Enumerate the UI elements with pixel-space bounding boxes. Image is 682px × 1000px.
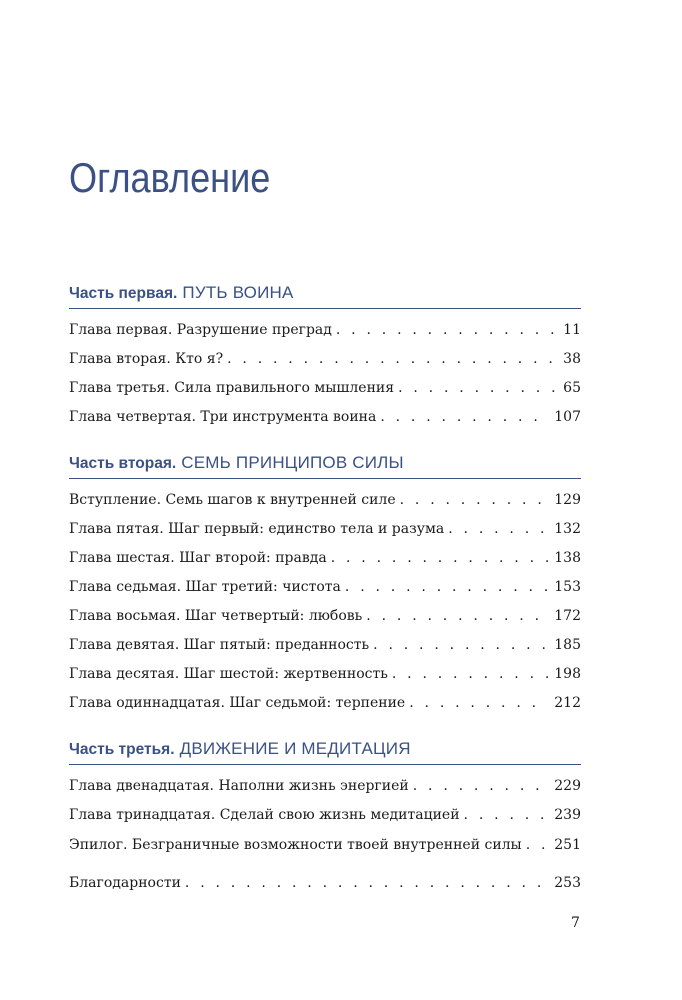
entry-title: Глава вторая. Кто я? xyxy=(69,351,224,367)
entry-title: Вступление. Семь шагов к внутренней силе xyxy=(69,492,396,508)
toc-entry[interactable] xyxy=(69,801,581,830)
page-title: Оглавление xyxy=(69,154,271,201)
entry-page-number: 38 xyxy=(563,351,581,367)
toc-part-2 xyxy=(69,451,581,718)
entry-page-number: 132 xyxy=(554,521,581,537)
dot-leader xyxy=(380,403,548,432)
toc-entry[interactable] xyxy=(69,772,581,801)
toc-entry-acknowledgements[interactable] xyxy=(69,869,581,898)
part-title: ПУТЬ ВОИНА xyxy=(182,283,294,302)
dot-leader xyxy=(227,345,557,374)
toc-entry[interactable] xyxy=(69,403,581,432)
entry-title: Глава пятая. Шаг первый: единство тела и разума xyxy=(69,521,445,537)
dot-leader xyxy=(409,689,548,718)
entry-title: Глава третья. Сила правильного мышления xyxy=(69,380,395,396)
part-heading xyxy=(69,451,581,479)
toc-part-3 xyxy=(69,737,581,830)
entry-page-number: 212 xyxy=(554,695,581,711)
entry-title: Глава шестая. Шаг второй: правда xyxy=(69,550,327,566)
part-heading xyxy=(69,737,581,765)
entry-title: Глава первая. Разрушение преград xyxy=(69,322,332,338)
part-label: Часть первая. xyxy=(69,285,178,302)
entry-page-number: 153 xyxy=(554,579,581,595)
entry-title: Глава седьмая. Шаг третий: чистота xyxy=(69,579,341,595)
entry-page-number: 198 xyxy=(554,666,581,682)
entry-title: Глава девятая. Шаг пятый: преданность xyxy=(69,637,370,653)
entry-title: Благодарности xyxy=(69,875,181,891)
toc-entry[interactable] xyxy=(69,544,581,573)
dot-leader xyxy=(331,544,549,573)
toc-entry-epilogue[interactable] xyxy=(69,831,581,860)
entry-title: Глава тринадцатая. Сделай свою жизнь медитацией xyxy=(69,807,460,823)
entry-page-number: 229 xyxy=(554,778,581,794)
toc-entry[interactable] xyxy=(69,316,581,345)
entry-title: Глава двенадцатая. Наполни жизнь энергией xyxy=(69,778,409,794)
dot-leader xyxy=(345,573,548,602)
toc-entry[interactable] xyxy=(69,602,581,631)
dot-leader xyxy=(185,869,548,898)
dot-leader xyxy=(392,660,548,689)
dot-leader xyxy=(398,374,557,403)
toc-entry[interactable] xyxy=(69,573,581,602)
toc-entry[interactable] xyxy=(69,689,581,718)
entry-page-number: 65 xyxy=(563,380,581,396)
part-label: Часть вторая. xyxy=(69,455,177,472)
part-heading xyxy=(69,281,581,309)
entry-page-number: 185 xyxy=(554,637,581,653)
dot-leader xyxy=(400,486,549,515)
entry-page-number: 129 xyxy=(554,492,581,508)
dot-leader xyxy=(413,772,549,801)
toc-entry[interactable] xyxy=(69,345,581,374)
page-number: 7 xyxy=(571,915,580,931)
entry-page-number: 172 xyxy=(554,608,581,624)
entry-title: Глава восьмая. Шаг четвертый: любовь xyxy=(69,608,363,624)
dot-leader xyxy=(373,631,548,660)
entry-title: Глава четвертая. Три инструмента воина xyxy=(69,409,377,425)
toc-epilogue xyxy=(69,831,581,860)
toc-entry[interactable] xyxy=(69,515,581,544)
entry-title: Эпилог. Безграничные возможности твоей внутренней силы xyxy=(69,837,522,853)
entry-page-number: 138 xyxy=(554,550,581,566)
part-label: Часть третья. xyxy=(69,741,175,758)
toc-entry[interactable] xyxy=(69,486,581,515)
entry-title: Глава одиннадцатая. Шаг седьмой: терпение xyxy=(69,695,406,711)
toc-entry[interactable] xyxy=(69,631,581,660)
part-title: ДВИЖЕНИЕ И МЕДИТАЦИЯ xyxy=(179,739,411,758)
toc-acknowledgements xyxy=(69,869,581,898)
entry-page-number: 251 xyxy=(554,837,581,853)
entry-title: Глава десятая. Шаг шестой: жертвенность xyxy=(69,666,388,682)
toc-entry[interactable] xyxy=(69,660,581,689)
dot-leader xyxy=(366,602,548,631)
part-title: СЕМЬ ПРИНЦИПОВ СИЛЫ xyxy=(181,453,404,472)
entry-page-number: 107 xyxy=(554,409,581,425)
toc-entry[interactable] xyxy=(69,374,581,403)
toc-part-1 xyxy=(69,281,581,432)
entry-page-number: 253 xyxy=(554,875,581,891)
dot-leader xyxy=(336,316,557,345)
entry-page-number: 239 xyxy=(554,807,581,823)
dot-leader xyxy=(464,801,549,830)
entry-page-number: 11 xyxy=(563,322,581,338)
dot-leader xyxy=(448,515,548,544)
dot-leader xyxy=(526,831,549,860)
